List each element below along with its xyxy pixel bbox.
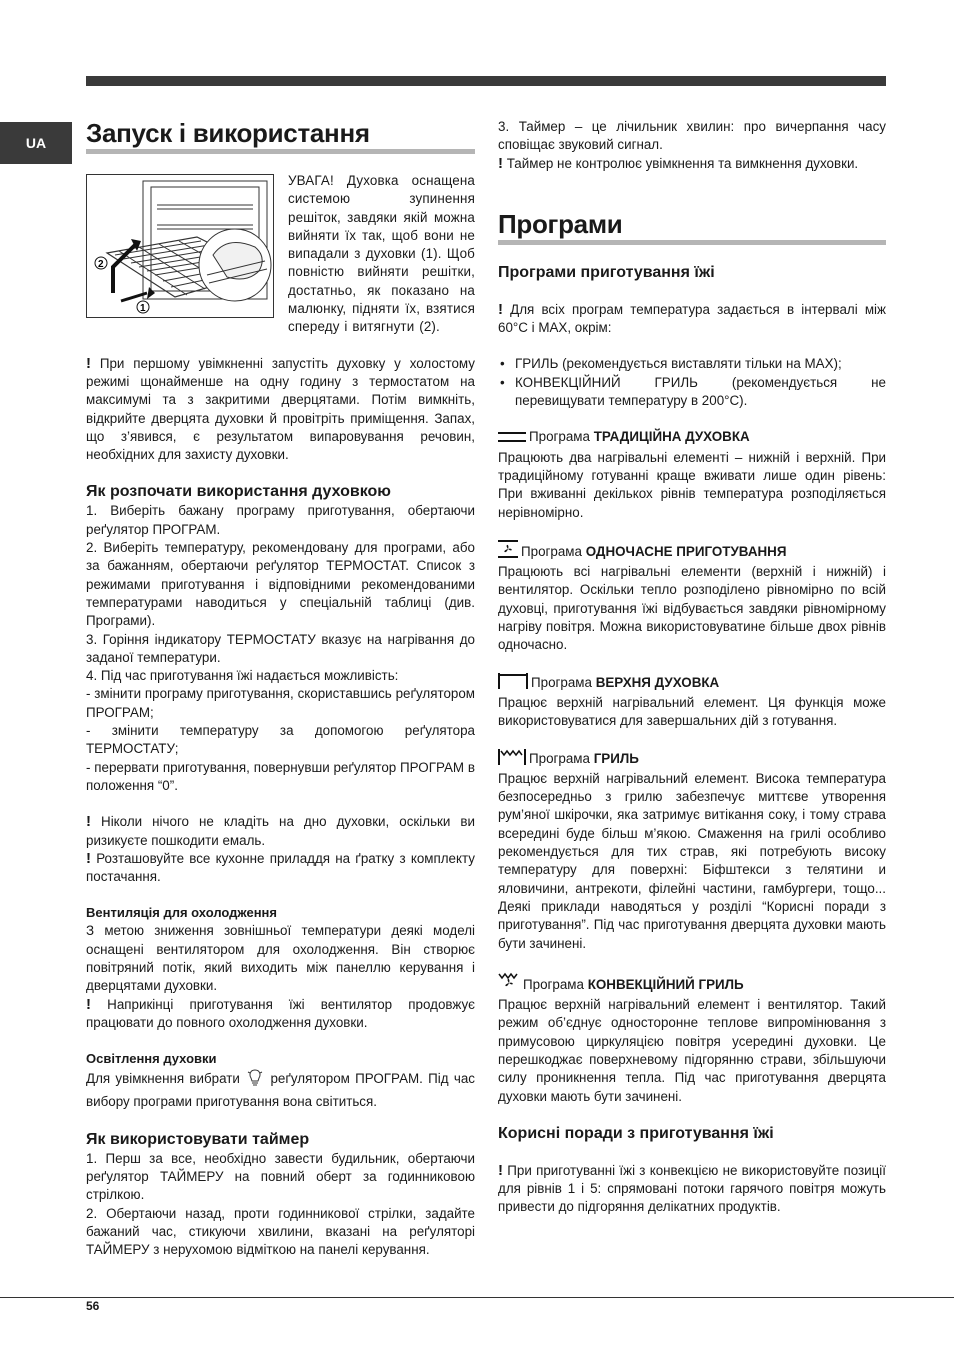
cooking-tips-heading: Корисні поради з приготування їжі <box>498 1124 774 1142</box>
program-top-heating-heading: Програма ВЕРХНЯ ДУХОВКА <box>498 673 886 694</box>
how-to-start-heading: Як розпочати використання духовкою <box>86 483 391 501</box>
program-traditional-text: Працюють два нагрівальні елементі – нижній і верхній. При традиційному готуванні краще вживати лише один рівень: При вживанні декількох рівнів температура розподіляється нерівномірно. <box>498 449 886 520</box>
start-step-1: 1. Виберіть бажану програму приготування, обертаючи реґулятор ПРОГРАМ. <box>86 503 475 537</box>
intro-block <box>86 172 475 337</box>
page-number: 56 <box>86 1299 100 1313</box>
timer-step-2: 2. Обертаючи назад, проти годинникової стрілки, задайте бажаний час, стикуючи хвилини, вказані на реґуляторі ТАЙМЕРУ з нерухомою відміткою на панелі керування. <box>86 1205 475 1258</box>
timer-note: ! Таймер не контролює увімкнення та вимкнення духовки. <box>498 154 859 172</box>
fan-grill-icon <box>498 971 520 996</box>
figure-label-1: 1 <box>140 303 146 314</box>
list-item: • ГРИЛЬ (рекомендується виставляти тільки на MAX); <box>498 355 886 373</box>
program-traditional-heading: Програма ТРАДИЦІЙНА ДУХОВКА <box>498 428 886 448</box>
lamp-icon <box>247 1068 263 1093</box>
footer-rule <box>0 1297 954 1298</box>
ventilation-heading: Вентиляція для охолодження <box>86 905 277 921</box>
program-fan-grill-text: Працює верхній нагрівальний елемент і вентилятор. Такий режим об’єднує односторонне теплове випромінювання з примусовою циркуляцією повітря усередині духовки. Це перешкоджає поверхневому підгорянню страви, збільшуючи силу проникнення тепла. Під час приготування дверцята духовки мають бути зачинені. <box>498 997 886 1104</box>
first-use-text: При першому увімкненні запустіть духовку у холостому режимі щонайменше на одну годину з термостатом на максимумі та з закритими дверцятами. Потім вимкніть, відкрийте дверцята духовки й провітріть приміщення. Запах, що з’явився, є результатом випаровування речовин, необхідних для захисту духовки. <box>86 355 475 463</box>
cooking-programs-heading: Програми приготування їжі <box>498 263 715 281</box>
start-option-3: - перервати приготування, повернувши реґулятор ПРОГРАМ в положення “0”. <box>86 759 475 793</box>
cooking-tips-text: ! При приготуванні їжі з конвекцією не використовуйте позиції для рівнів 1 і 5: спрямовані потоки гарячого повітря можуть привести до підгоряння делікатних продуктів. <box>498 1161 886 1215</box>
program-multilevel-text: Працюють всі нагрівальні елементи (верхній і нижній) і вентилятор. Оскільки тепло розподілено рівномірно по всій духовці, приготування їжі відбувається завдяки рівномірному нагріву повітря. Можна використовуватине більше двох рівнів одночасно. <box>498 564 886 653</box>
timer-step-3: 3. Таймер – це лічильник хвилин: про вичерпання часу сповіщає звуковий сигнал. <box>498 119 886 153</box>
intro-text: УВАГА! Духовка оснащена системою зупинення решіток, завдяки якій можна вийняти їх так, щоб вони не випадали з духовки (1). Щоб повністю вийняти решітки, достатньо, як показано на малюнку, підняти їх, взятися спереду і витягнути (2). <box>288 173 475 335</box>
section-title-programs: Програми <box>498 209 886 245</box>
first-use-note <box>86 355 475 465</box>
rack-removal-figure <box>86 174 274 318</box>
accessories-warning: ! Розташовуйте все кухонне приладдя на ґратку з комплекту постачання. <box>86 849 475 885</box>
start-step-3: 3. Горіння індикатору ТЕРМОСТАТУ вказує на нагрівання до заданої температури. <box>86 631 475 665</box>
fan-heat-icon <box>498 540 518 563</box>
timer-step-1: 1. Перш за все, необхідно завести будильник, обертаючи реґулятор ТАЙМЕРУ на повний оберт за годинниковою стрілкою. <box>86 1150 475 1203</box>
lighting-text: Для увімкнення вибрати реґулятором ПРОГРАМ. Під час вибору програми приготування вона світиться. <box>86 1068 475 1112</box>
right-column <box>498 118 886 1217</box>
timer-heading: Як використовувати таймер <box>86 1130 310 1148</box>
start-step-4: 4. Під час приготування їжі надається можливість: <box>86 668 399 684</box>
program-fan-grill-heading: Програма КОНВЕКЦІЙНИЙ ГРИЛЬ <box>498 971 886 996</box>
language-tab: UA <box>0 122 72 164</box>
warning-mark: ! <box>86 354 91 372</box>
figure-label-2: 2 <box>98 259 104 270</box>
list-item: • КОНВЕКЦІЙНИЙ ГРИЛЬ (рекомендується не перевищувати температуру в 200°C). <box>498 374 886 411</box>
ventilation-text: З метою зниження зовнішньої температури деякі моделі оснащені вентилятором для охолодження. Він створює повітряний потік, який виходить між панеллю керування і дверцятами духовки. <box>86 923 475 994</box>
start-step-2: 2. Виберіть температуру, рекомендовану для програми, або за бажанням, обертаючи реґулятор ТЕРМОСТАТ. Список з режимами приготування і відповідними рекомендованими температурами наводиться у спеціальній таблиці (див. Програми). <box>86 540 475 629</box>
section-title-start: Запуск і використання <box>86 118 475 154</box>
program-multilevel-heading: Програма ОДНОЧАСНЕ ПРИГОТУВАННЯ <box>498 540 886 563</box>
start-option-1: - змінити програму приготування, скориставшись реґулятором ПРОГРАМ; <box>86 686 475 720</box>
header-rule <box>86 76 886 86</box>
ventilation-note: ! Наприкінці приготування їжі вентилятор продовжує працювати до повного охолодження духовки. <box>86 995 475 1030</box>
oven-rack-diagram-icon <box>87 175 273 317</box>
program-grill-text: Працює верхній нагрівальний елемент. Висока температура безпосередньо з грилю забезпечує миттєве утворення рум’яної шкірочки, яка затримує витікання соку, і тому страва всередині буде більш м’якою. Смаження на грилі особливо рекомендується для тих страв, які потребують високу температуру для поверхні: Біфштекси з телятини и яловичини, антрекоти, філейні частини, гамбургери, тощо... Деякі приклади наводяться у розділі “Корисні поради з приготування”. Під час приготування дверцята духовки мають бути зачинені. <box>498 770 886 951</box>
lighting-heading: Освітлення духовки <box>86 1051 217 1067</box>
program-top-heating-text: Працює верхній нагрівальний елемент. Ця функція може використовуватися для завершальних дій з готування. <box>498 694 886 729</box>
program-grill-heading: Програма ГРИЛЬ <box>498 749 886 770</box>
top-heat-icon <box>498 673 528 694</box>
start-option-2: - змінити температуру за допомогою реґулятора ТЕРМОСТАТУ; <box>86 723 475 757</box>
exception-list <box>498 355 886 410</box>
grill-icon <box>498 749 526 770</box>
enamel-warning: ! Ніколи нічого не кладіть на дно духовки, оскільки ви ризикуєте пошкодити емаль. <box>86 813 475 848</box>
top-bottom-heat-icon <box>498 430 526 448</box>
left-column <box>86 118 475 1260</box>
temperature-note: ! Для всіх програм температура задається в інтервалі між 60°C і MAX, окрім: <box>498 300 886 336</box>
